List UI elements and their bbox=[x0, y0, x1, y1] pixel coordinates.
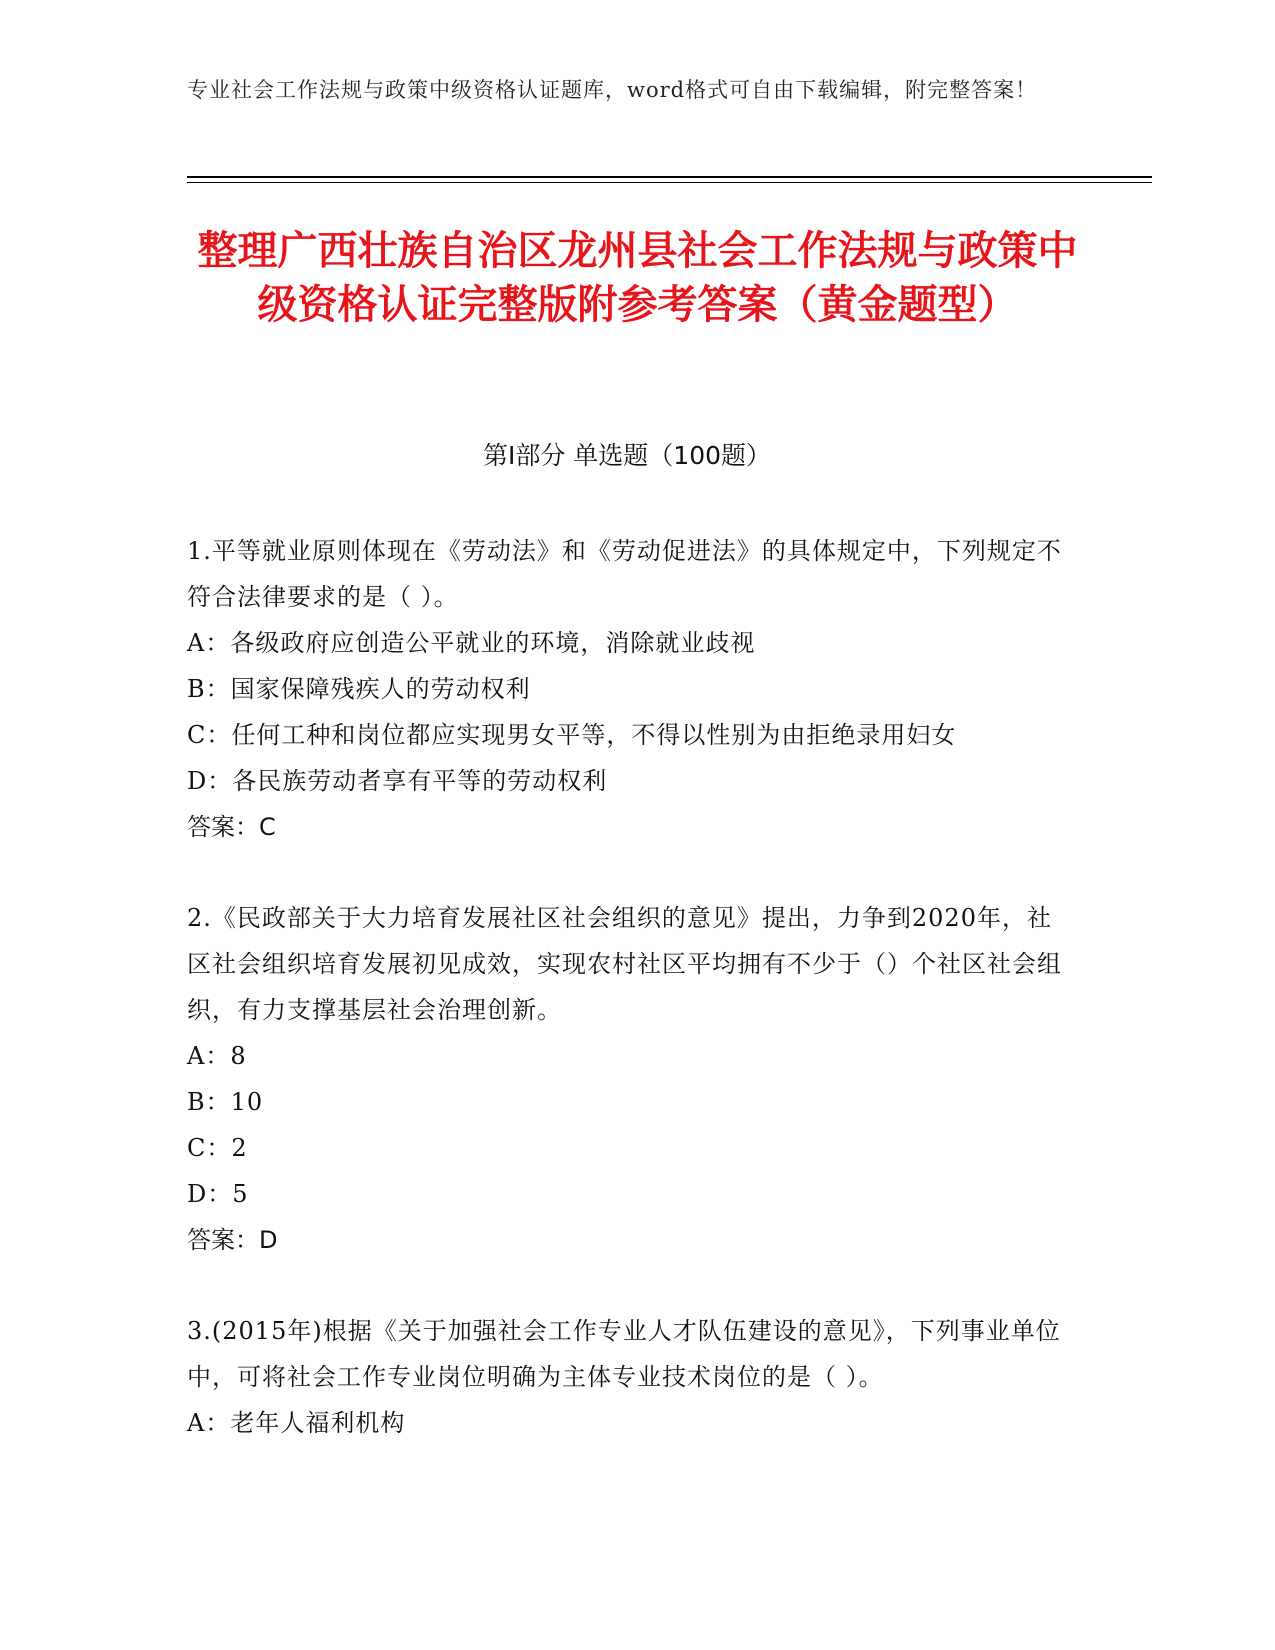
option-a: A：8 bbox=[187, 1042, 247, 1070]
document-title: 整理广西壮族自治区龙州县社会工作法规与政策中级资格认证完整版附参考答案（黄金题型） bbox=[197, 228, 1078, 328]
question-stem: 1.平等就业原则体现在《劳动法》和《劳动促进法》的具体规定中，下列规定不符合法律要求的是（ ）。 bbox=[187, 537, 1062, 611]
header-rule-thin bbox=[187, 182, 1152, 183]
question-2 bbox=[187, 895, 1067, 1263]
question-1 bbox=[187, 528, 1067, 850]
header-rule-thick bbox=[187, 176, 1152, 178]
question-list bbox=[187, 528, 1067, 1491]
question-stem: 3.(2015年)根据《关于加强社会工作专业人才队伍建设的意见》，下列事业单位中，可将社会工作专业岗位明确为主体专业技术岗位的是（ ）。 bbox=[187, 1317, 1061, 1391]
option-d: D：各民族劳动者享有平等的劳动权利 bbox=[187, 767, 608, 795]
option-b: B：国家保障残疾人的劳动权利 bbox=[187, 675, 531, 703]
answer: 答案：D bbox=[187, 1226, 278, 1254]
option-b: B：10 bbox=[187, 1088, 264, 1116]
option-c: C：2 bbox=[187, 1134, 248, 1162]
header-note: 专业社会工作法规与政策中级资格认证题库，word格式可自由下载编辑，附完整答案！ bbox=[187, 78, 1038, 102]
option-c: C：任何工种和岗位都应实现男女平等，不得以性别为由拒绝录用妇女 bbox=[187, 721, 957, 749]
answer: 答案：C bbox=[187, 813, 276, 841]
section-title: 第Ⅰ部分 单选题（100题） bbox=[482, 441, 772, 470]
option-a: A：老年人福利机构 bbox=[187, 1409, 406, 1437]
question-3 bbox=[187, 1308, 1067, 1446]
option-d: D：5 bbox=[187, 1180, 249, 1208]
question-stem: 2.《民政部关于大力培育发展社区社会组织的意见》提出，力争到2020年，社区社会组织培育发展初见成效，实现农村社区平均拥有不少于（）个社区社会组织，有力支撑基层社会治理创新。 bbox=[187, 904, 1062, 1024]
option-a: A：各级政府应创造公平就业的环境，消除就业歧视 bbox=[187, 629, 756, 657]
